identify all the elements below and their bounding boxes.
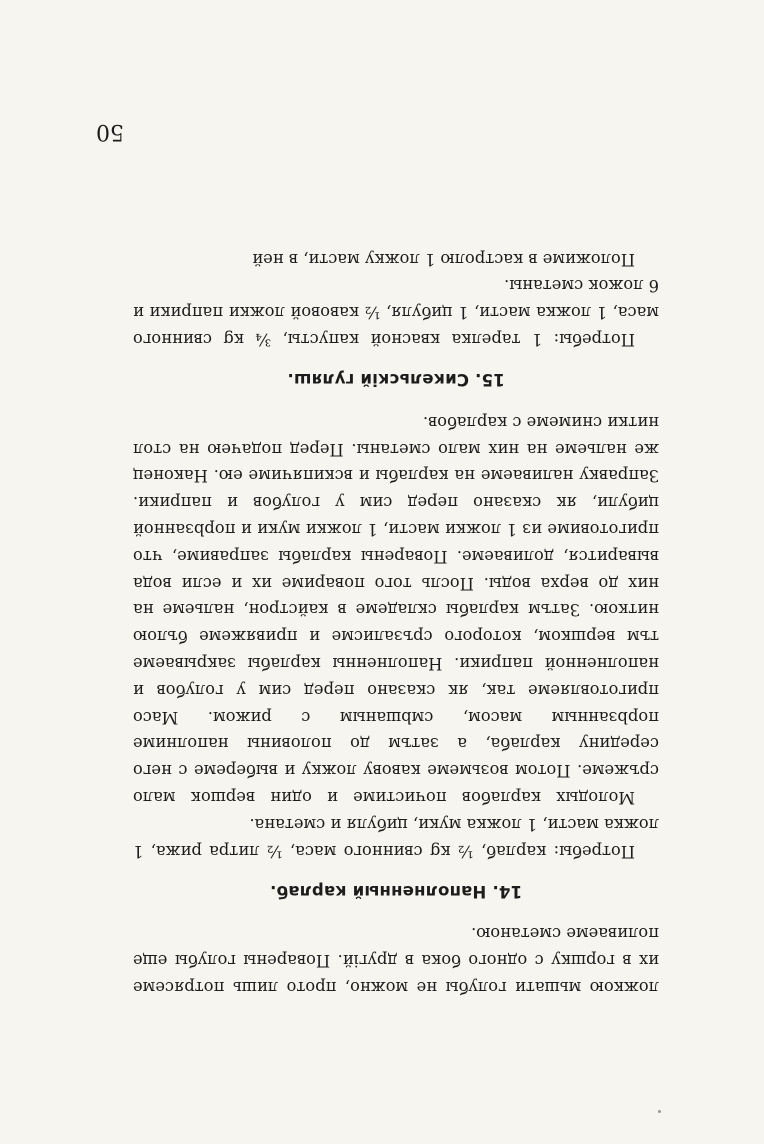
instructions-15-start: Положиме в кастролю 1 ложку масти, в ней: [252, 249, 635, 269]
instructions-14: Молодых карлабов почистиме и один вершок мало сръжеме. Потом возьмеме кавову ложку и выберeме с него середину карлаба, а затъм до половины наполниме порbзанным масом, смbшаным с рижом. Масо приготовляеме так, як сказано перед сим у голубов и наполненной паприки. Наполненны карлабы закрываеме тъм вершком, которого сръзалисме и привяжеме бълою ниткою. Затъм карлабы складеме в кайстрон, нальеме на них до верха воды. Посль того повариме их и если вода выварится, доливаеме. Поварены карлабы заправиме, что приготовиме из 1 ложки масти, 1 ложки муки и порbзанной цибули, як сказано перед сим у голубов и паприки. Заправку наливаеме на карлабы и вскипячиме ею. Наконец же нальеме на них мало сметаны. Перед подачею на стол нитки снимеме с карлабов.: [133, 412, 659, 808]
ingredients-14: Потребы: карлаб, ½ кg свинного маса, ½ литра рижа, 1 ложка масти, 1 ложка муки, цибуля и сметана.: [133, 814, 659, 861]
recipe-title-14: 14. Наполненный карлаб.: [269, 881, 523, 901]
page-number: 50: [96, 119, 124, 144]
paragraph-continued: ложкою мьшати голубы не можно, прото лишь потрясеме их в горшку с одного бока в другiй. Поварены голубы еще поливаеме сметаною.: [133, 924, 659, 997]
scan-speck: [658, 1110, 661, 1113]
recipe-title-15: 15. Сикельскiй гуляш.: [287, 370, 505, 390]
ingredients-15: Потребы: 1 тарелка квасной капусты, ¾ кg свинного маса, 1 ложка масти, 1 цибуля, ½ кавовой ложки паприки и 6 ложок сметаны.: [133, 276, 659, 350]
text-column: [133, 245, 659, 1000]
